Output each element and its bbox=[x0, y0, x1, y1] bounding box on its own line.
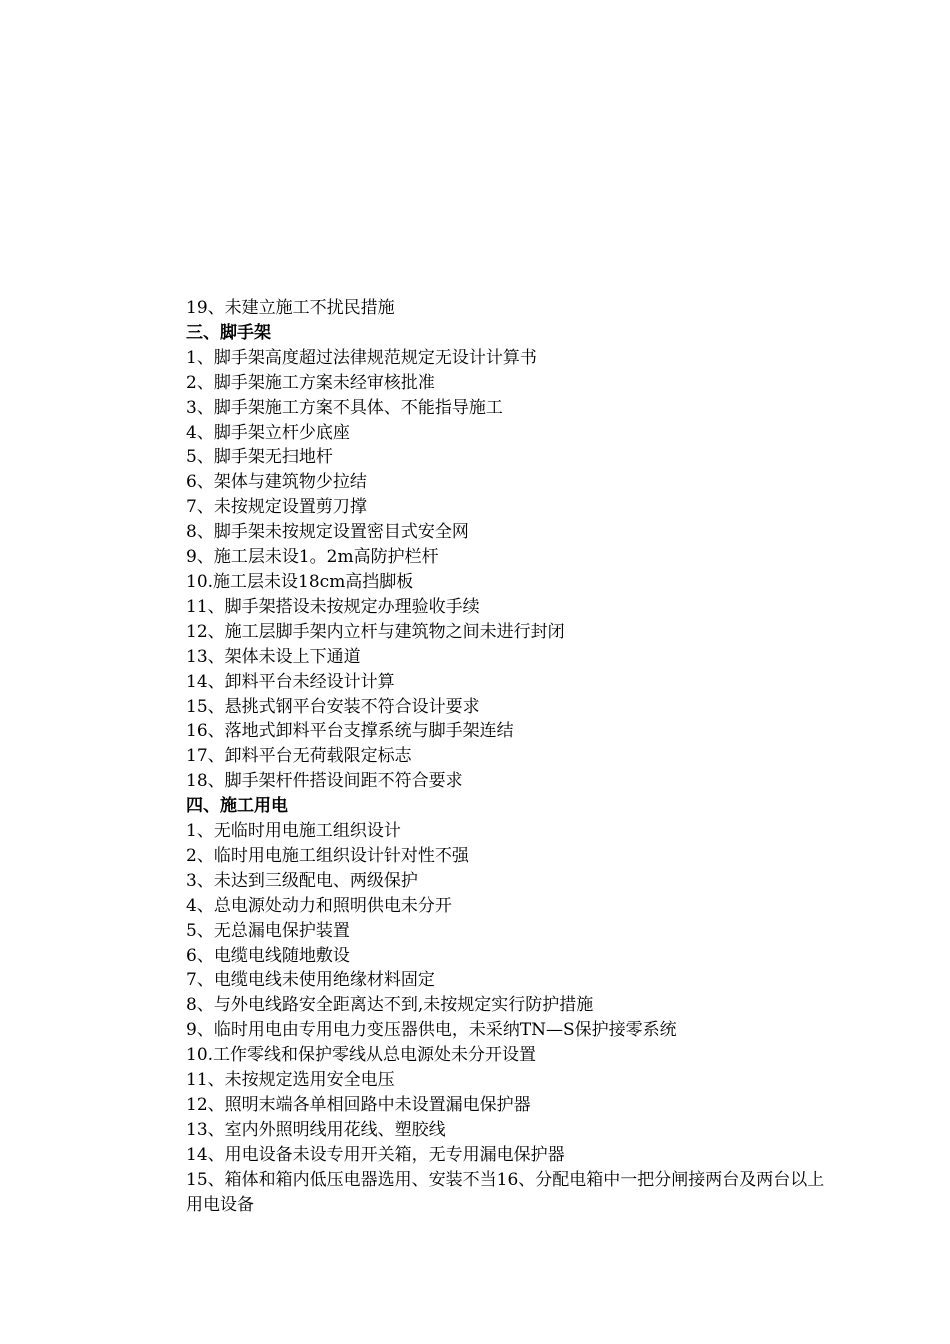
list-item: 14、用电设备未设专用开关箱，无专用漏电保护器 bbox=[186, 1144, 565, 1165]
list-item: 9、施工层未设1。2m高防护栏杆 bbox=[186, 547, 439, 568]
list-item: 15、悬挑式钢平台安装不符合设计要求 bbox=[186, 696, 480, 717]
list-item: 5、脚手架无扫地杆 bbox=[186, 447, 333, 468]
list-item: 8、脚手架未按规定设置密目式安全网 bbox=[186, 522, 469, 543]
list-item: 10.施工层未设18cm高挡脚板 bbox=[186, 571, 414, 592]
list-item: 6、架体与建筑物少拉结 bbox=[186, 472, 367, 493]
list-item: 7、未按规定设置剪刀撑 bbox=[186, 497, 367, 518]
list-item: 8、与外电线路安全距离达不到,未按规定实行防护措施 bbox=[186, 995, 594, 1016]
list-item: 1、无临时用电施工组织设计 bbox=[186, 821, 401, 842]
list-item: 12、施工层脚手架内立杆与建筑物之间未进行封闭 bbox=[186, 621, 565, 642]
list-item: 11、脚手架搭设未按规定办理验收手续 bbox=[186, 596, 480, 617]
section-heading-construction-power: 四、施工用电 bbox=[186, 796, 288, 817]
list-item: 17、卸料平台无荷载限定标志 bbox=[186, 746, 412, 767]
list-item: 4、脚手架立杆少底座 bbox=[186, 422, 350, 443]
list-item: 19、未建立施工不扰民措施 bbox=[186, 298, 395, 318]
list-item: 2、脚手架施工方案未经审核批准 bbox=[186, 372, 435, 393]
list-item: 12、照明末端各单相回路中未设置漏电保护器 bbox=[186, 1095, 531, 1115]
list-item: 14、卸料平台未经设计计算 bbox=[186, 671, 395, 692]
list-item: 3、未达到三级配电、两级保护 bbox=[186, 870, 418, 891]
list-item: 2、临时用电施工组织设计针对性不强 bbox=[186, 845, 469, 866]
scaffolding-list bbox=[186, 346, 826, 794]
list-item: 1、脚手架高度超过法律规范规定无设计计算书 bbox=[186, 347, 537, 368]
list-item: 15、箱体和箱内低压电器选用、安装不当16、分配电箱中一把分闸接两台及两台以上用电设备 bbox=[186, 1169, 825, 1215]
document-page bbox=[186, 296, 826, 1218]
list-item: 11、未按规定选用安全电压 bbox=[186, 1070, 395, 1091]
list-item: 13、架体未设上下通道 bbox=[186, 646, 361, 667]
construction-power-list bbox=[186, 819, 826, 1218]
list-item: 6、电缆电线随地敷设 bbox=[186, 945, 350, 966]
section-heading-scaffolding: 三、脚手架 bbox=[186, 322, 271, 343]
list-item: 9、临时用电由专用电力变压器供电，未采纳TN—S保护接零系统 bbox=[186, 1020, 677, 1041]
list-item: 13、室内外照明线用花线、塑胶线 bbox=[186, 1119, 446, 1140]
list-item: 3、脚手架施工方案不具体、不能指导施工 bbox=[186, 397, 503, 418]
list-item: 5、无总漏电保护装置 bbox=[186, 920, 350, 941]
list-item: 10.工作零线和保护零线从总电源处未分开设置 bbox=[186, 1045, 537, 1066]
list-item: 18、脚手架杆件搭设间距不符合要求 bbox=[186, 771, 463, 792]
list-item: 7、电缆电线未使用绝缘材料固定 bbox=[186, 970, 435, 991]
list-item: 4、总电源处动力和照明供电未分开 bbox=[186, 895, 452, 916]
list-item: 16、落地式卸料平台支撑系统与脚手架连结 bbox=[186, 721, 514, 742]
